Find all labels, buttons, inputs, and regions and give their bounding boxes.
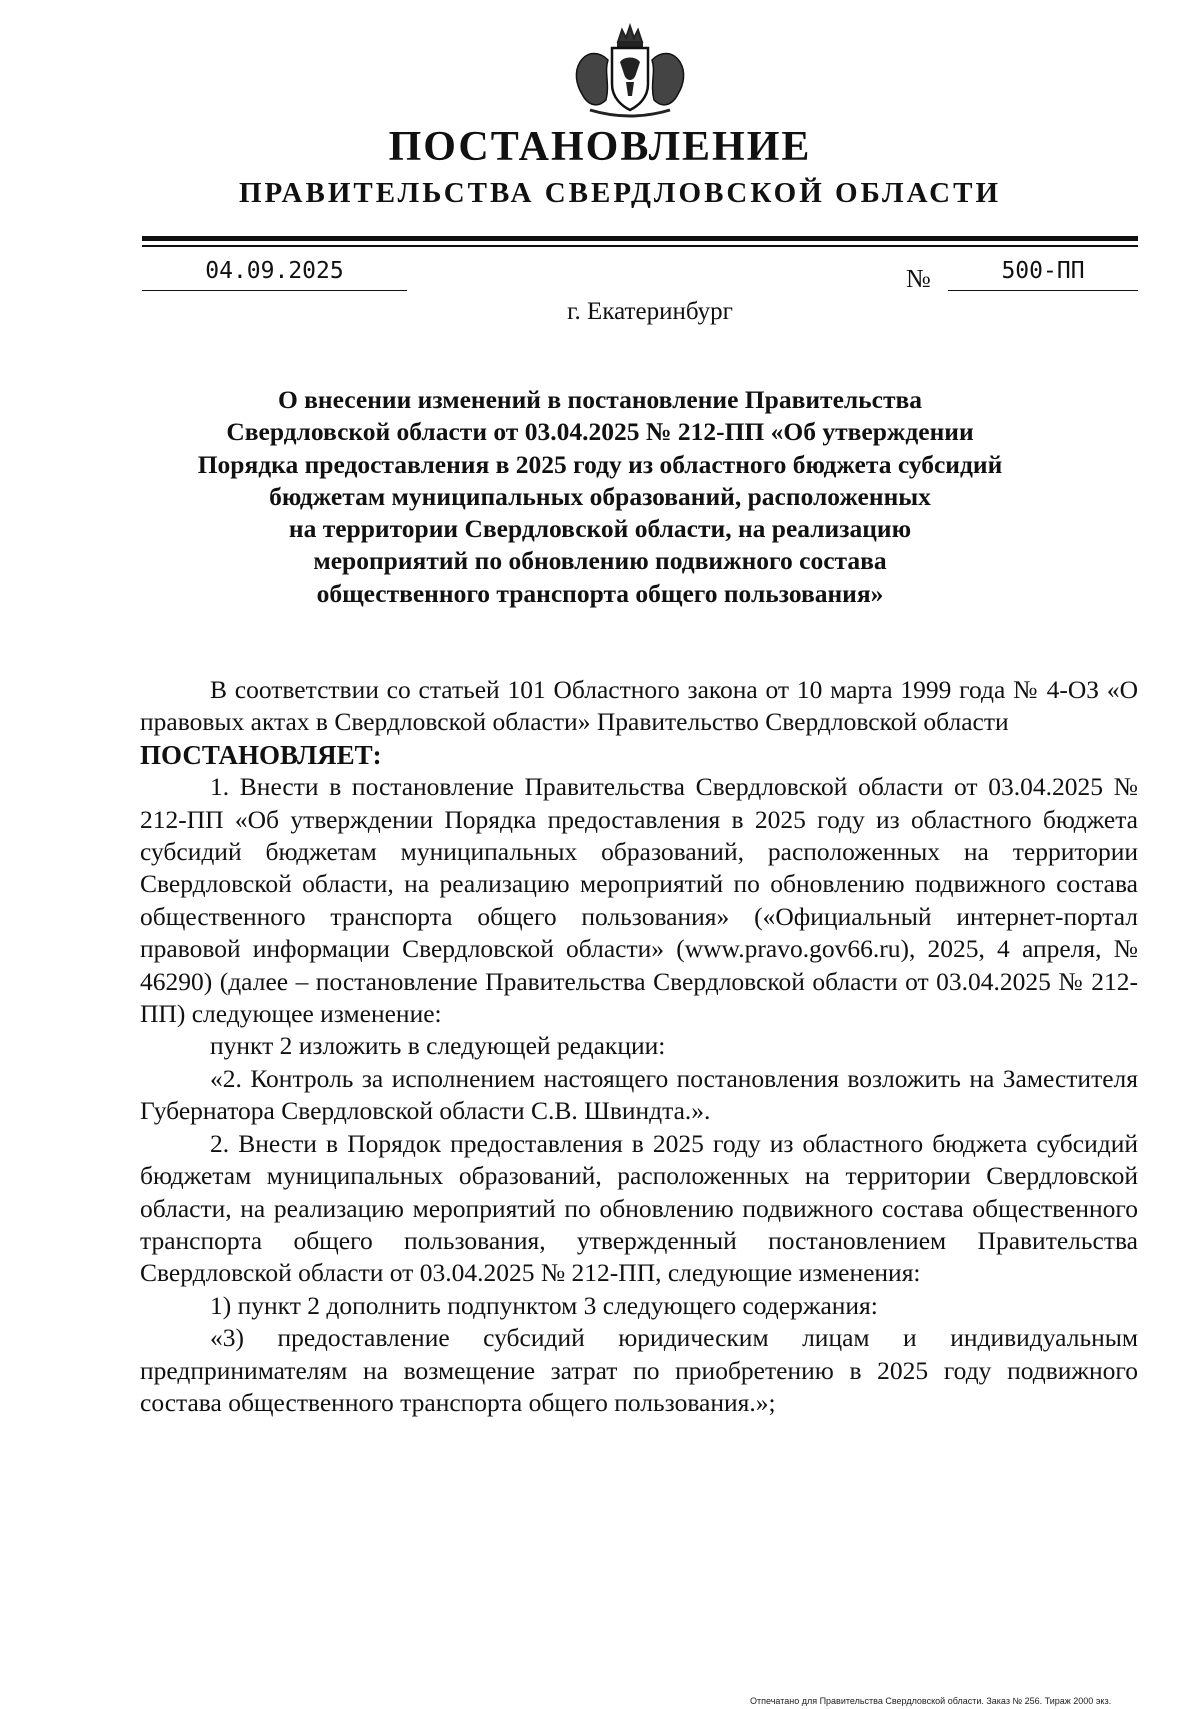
- body-paragraph: пункт 2 изложить в следующей редакции:: [210, 1031, 666, 1061]
- body-paragraph: «3) предоставление субсидий юридическим лицам и индивидуальным предпринимателям на возмещение затрат по приобретению в 2025 году подвижного состава общественного транспорта общего пользования.»;: [140, 1323, 1138, 1417]
- issuer-subtitle: ПРАВИТЕЛЬСТВА СВЕРДЛОВСКОЙ ОБЛАСТИ: [238, 177, 1002, 209]
- print-note: Отпечатано для Правительства Свердловской области. Заказ № 256. Тираж 2000 экз.: [750, 1696, 1112, 1706]
- body-paragraph: «2. Контроль за исполнением настоящего постановления возложить на Заместителя Губернатора Свердловской области С.В. Швиндта.».: [140, 1063, 1138, 1126]
- heading-line: О внесении изменений в постановление Правительства: [277, 385, 923, 414]
- preamble-paragraph: В соответствии со статьей 101 Областного закона от 10 марта 1999 года № 4-ОЗ «О правовых актах в Свердловской области» Правительство Свердловской области: [140, 675, 1138, 737]
- body-paragraph: 2. Внести в Порядок предоставления в 2025 году из областного бюджета субсидий бюджетам муниципальных образований, расположенных на территории Свердловской области, на реализацию мероприятий по обновлению подвижного состава общественного транспорта общего пользования, утвержденный постановлением Правительства Свердловской области от 03.04.2025 № 212-ПП, следующие изменения:: [140, 1128, 1138, 1288]
- document-type-title: ПОСТАНОВЛЕНИЕ: [388, 124, 812, 170]
- heading-line: мероприятий по обновлению подвижного состава: [313, 546, 887, 576]
- document-body: [140, 674, 1138, 1419]
- decree-word: ПОСТАНОВЛЯЕТ:: [140, 739, 382, 770]
- body-paragraph: 1) пункт 2 дополнить подпунктом 3 следующего содержания:: [210, 1290, 878, 1320]
- header-divider-thin: [142, 245, 1138, 247]
- right-supporter-icon: [652, 54, 684, 105]
- document-number: 500-ПП: [948, 256, 1138, 291]
- header-divider-thick: [142, 236, 1138, 241]
- heading-line: Порядка предоставления в 2025 году из областного бюджета субсидий: [197, 449, 1003, 479]
- coat-of-arms-emblem: [570, 22, 690, 122]
- left-supporter-icon: [576, 54, 608, 105]
- number-sign: №: [906, 264, 931, 293]
- heading-line: общественного транспорта общего пользования»: [316, 578, 884, 608]
- heading-line: на территории Свердловской области, на реализацию: [288, 514, 912, 544]
- heading-line: бюджетам муниципальных образований, расположенных: [269, 481, 931, 511]
- document-date: 04.09.2025: [142, 256, 407, 291]
- heading-line: Свердловской области от 03.04.2025 № 212-ПП «Об утверждении: [226, 417, 974, 447]
- document-heading: [160, 384, 1040, 610]
- body-paragraph: 1. Внести в постановление Правительства Свердловской области от 03.04.2025 № 212-ПП «Об утверждении Порядка предоставления в 2025 году из областного бюджета субсидий бюджетам муниципальных образований, расположенных на территории Свердловской области, на реализацию мероприятий по обновлению подвижного состава общественного транспорта общего пользования» («Официальный интернет-портал правовой информации Свердловской области» (www.pravo.gov66.ru), 2025, 4 апреля, № 46290) (далее – постановление Правительства Свердловской области от 03.04.2025 № 212-ПП) следующее изменение:: [140, 772, 1138, 1029]
- city: г. Екатеринбург: [567, 298, 733, 325]
- crown-icon: [618, 26, 642, 46]
